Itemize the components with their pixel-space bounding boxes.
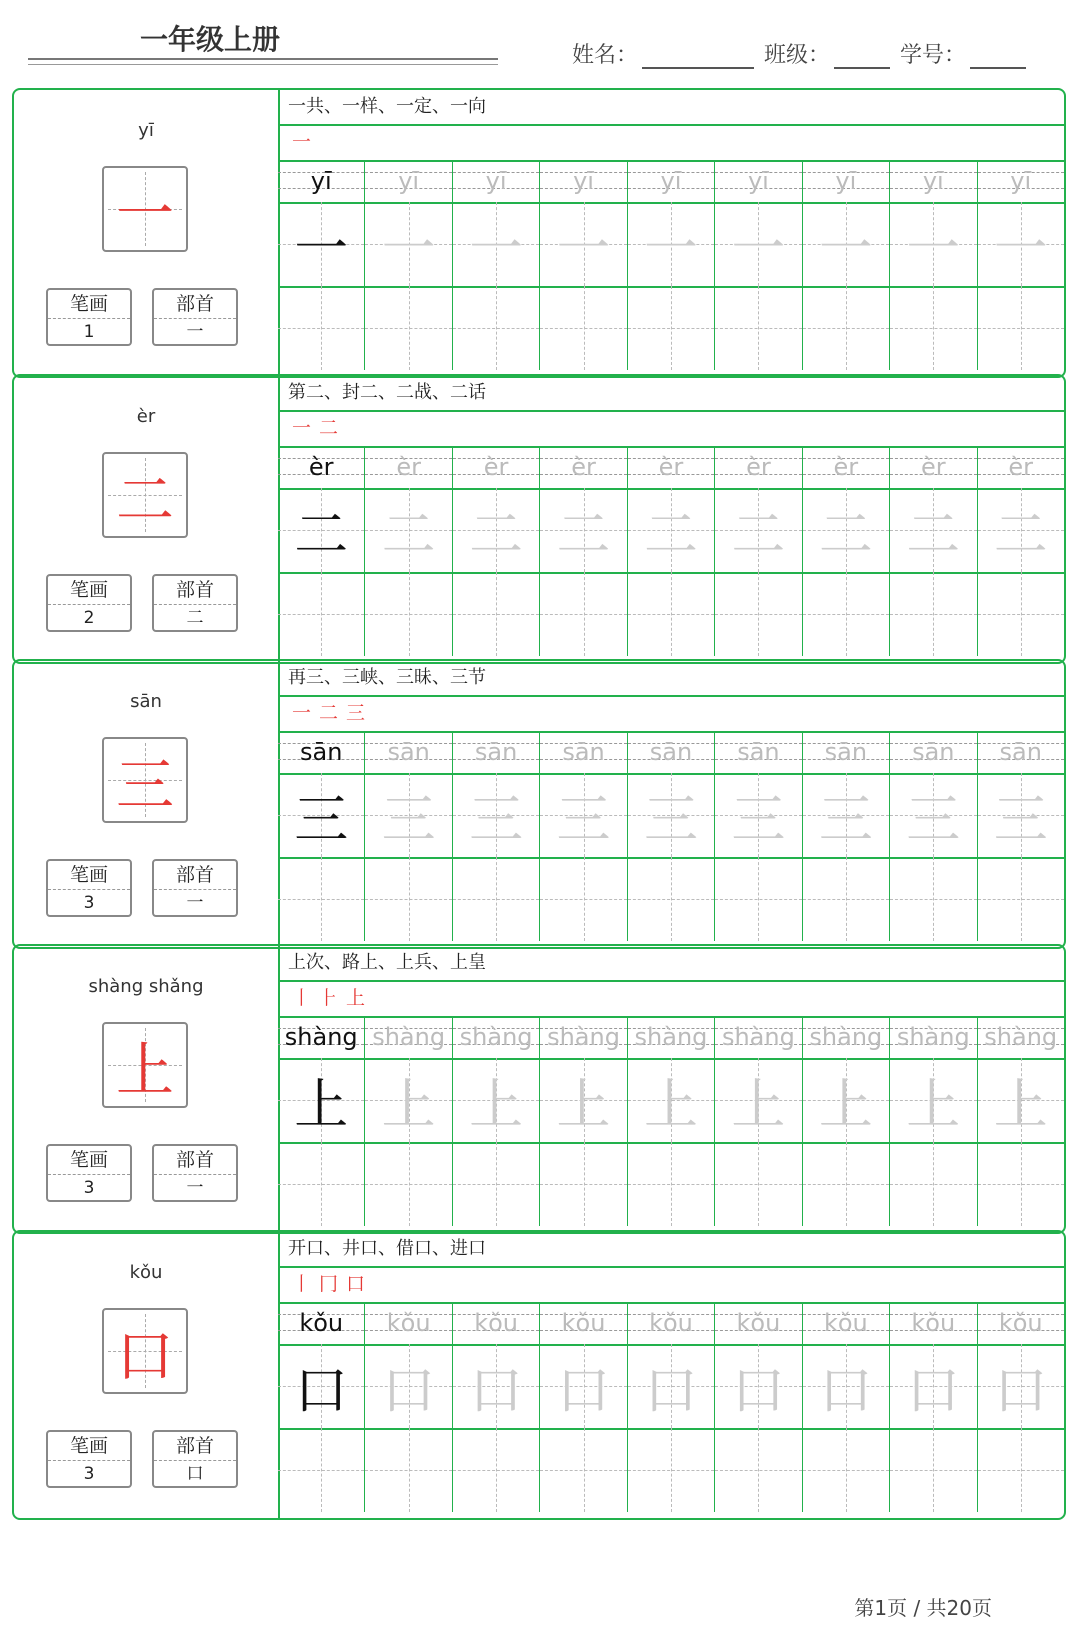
big-character: 二 bbox=[115, 466, 174, 534]
stroke-order-step: 一 bbox=[292, 702, 312, 724]
stroke-order bbox=[278, 410, 1064, 448]
blank-writing-cell[interactable] bbox=[628, 286, 715, 370]
blank-writing-cell[interactable] bbox=[278, 286, 365, 370]
blank-writing-cell[interactable] bbox=[278, 1428, 365, 1512]
tracing-row bbox=[278, 1058, 1064, 1144]
stroke-order-step: 二 bbox=[319, 702, 339, 724]
big-character: 上 bbox=[115, 1036, 174, 1104]
word-examples: 第二、封二、二战、二话 bbox=[278, 376, 1064, 412]
trace-character-cell[interactable]: 二 bbox=[803, 488, 890, 572]
trace-character-cell[interactable]: 口 bbox=[803, 1344, 890, 1428]
radical-label: 部首 bbox=[154, 576, 236, 605]
blank-writing-cell[interactable] bbox=[978, 857, 1064, 941]
blank-writing-cell[interactable] bbox=[803, 572, 890, 656]
pinyin-trace[interactable]: kǒu bbox=[540, 1302, 627, 1344]
pinyin-trace[interactable]: kǒu bbox=[365, 1302, 452, 1344]
trace-character-cell[interactable]: 一 bbox=[365, 202, 452, 286]
trace-character-cell[interactable]: 上 bbox=[803, 1058, 890, 1142]
trace-character-cell[interactable]: 口 bbox=[453, 1344, 540, 1428]
blank-writing-cell[interactable] bbox=[540, 1142, 627, 1226]
pinyin-trace[interactable]: shàng bbox=[715, 1016, 802, 1058]
pinyin-trace[interactable]: shàng bbox=[890, 1016, 977, 1058]
blank-writing-cell[interactable] bbox=[890, 572, 977, 656]
character-box bbox=[102, 737, 188, 823]
trace-character-cell[interactable]: 三 bbox=[715, 773, 802, 857]
blank-practice-row bbox=[278, 857, 1064, 941]
pinyin-label: èr bbox=[136, 406, 156, 427]
pinyin-trace[interactable]: yī bbox=[628, 160, 715, 202]
pinyin-trace[interactable]: èr bbox=[890, 446, 977, 488]
stroke-order-step: 一 bbox=[292, 417, 312, 439]
pinyin-trace[interactable]: shàng bbox=[803, 1016, 890, 1058]
pinyin-trace[interactable]: shàng bbox=[978, 1016, 1064, 1058]
pinyin-trace[interactable]: yī bbox=[803, 160, 890, 202]
trace-character-cell[interactable]: 口 bbox=[628, 1344, 715, 1428]
trace-character-cell[interactable]: 一 bbox=[715, 202, 802, 286]
radical-box bbox=[152, 288, 238, 346]
word-examples: 再三、三峡、三昧、三节 bbox=[278, 661, 1064, 697]
trace-character-cell[interactable]: 三 bbox=[628, 773, 715, 857]
blank-writing-cell[interactable] bbox=[715, 286, 802, 370]
blank-writing-cell[interactable] bbox=[365, 286, 452, 370]
blank-writing-cell[interactable] bbox=[890, 1142, 977, 1226]
stroke-order-step: ⺊ bbox=[319, 987, 339, 1009]
stroke-order-step: 上 bbox=[346, 987, 366, 1009]
model-character-cell: 一 bbox=[278, 202, 365, 286]
trace-character-cell[interactable]: 三 bbox=[365, 773, 452, 857]
stroke-count: 3 bbox=[83, 893, 95, 913]
model-character-cell: 三 bbox=[278, 773, 365, 857]
blank-writing-cell[interactable] bbox=[540, 572, 627, 656]
pinyin-trace[interactable]: èr bbox=[978, 446, 1064, 488]
character-info-panel bbox=[14, 376, 280, 662]
trace-character-cell[interactable]: 一 bbox=[978, 202, 1064, 286]
trace-character-cell[interactable]: 二 bbox=[978, 488, 1064, 572]
blank-writing-cell[interactable] bbox=[278, 1142, 365, 1226]
blank-writing-cell[interactable] bbox=[890, 286, 977, 370]
pinyin-trace[interactable]: sān bbox=[890, 731, 977, 773]
blank-writing-cell[interactable] bbox=[978, 286, 1064, 370]
strokes-label: 笔画 bbox=[48, 861, 130, 890]
blank-writing-cell[interactable] bbox=[453, 1428, 540, 1512]
practice-grid bbox=[278, 946, 1064, 1232]
name-label: 姓名： bbox=[572, 43, 639, 68]
blank-practice-row bbox=[278, 1428, 1064, 1512]
pinyin-trace[interactable]: sān bbox=[978, 731, 1064, 773]
trace-character-cell[interactable]: 二 bbox=[628, 488, 715, 572]
worksheet-title: 一年级上册 bbox=[140, 23, 281, 56]
character-info-panel bbox=[14, 946, 280, 1232]
strokes-label: 笔画 bbox=[48, 576, 130, 605]
blank-writing-cell[interactable] bbox=[453, 572, 540, 656]
blank-writing-cell[interactable] bbox=[803, 286, 890, 370]
pinyin-label: yī bbox=[138, 120, 154, 141]
model-character-cell: 二 bbox=[278, 488, 365, 572]
word-examples: 上次、路上、上兵、上皇 bbox=[278, 946, 1064, 982]
stroke-count-box bbox=[46, 1144, 132, 1202]
trace-character-cell[interactable]: 一 bbox=[890, 202, 977, 286]
pinyin-trace[interactable]: yī bbox=[453, 160, 540, 202]
character-card bbox=[12, 944, 1066, 1234]
trace-character-cell[interactable]: 二 bbox=[890, 488, 977, 572]
stroke-order-step: 丨 bbox=[292, 987, 312, 1009]
pinyin-trace[interactable]: yī bbox=[890, 160, 977, 202]
trace-character-cell[interactable]: 一 bbox=[628, 202, 715, 286]
blank-writing-cell[interactable] bbox=[803, 1142, 890, 1226]
class-label: 班级： bbox=[764, 43, 831, 68]
trace-character-cell[interactable]: 一 bbox=[803, 202, 890, 286]
pinyin-trace[interactable]: kǒu bbox=[715, 1302, 802, 1344]
character-box bbox=[102, 452, 188, 538]
trace-character-cell[interactable]: 口 bbox=[540, 1344, 627, 1428]
stroke-order-step: 二 bbox=[319, 417, 339, 439]
trace-character-cell[interactable]: 一 bbox=[453, 202, 540, 286]
blank-writing-cell[interactable] bbox=[890, 1428, 977, 1512]
trace-character-cell[interactable]: 上 bbox=[715, 1058, 802, 1142]
blank-writing-cell[interactable] bbox=[803, 857, 890, 941]
model-character-cell: 上 bbox=[278, 1058, 365, 1142]
pinyin-row bbox=[278, 1016, 1064, 1060]
title-underline-thin bbox=[28, 64, 498, 65]
practice-grid bbox=[278, 661, 1064, 947]
blank-writing-cell[interactable] bbox=[278, 572, 365, 656]
pinyin-trace[interactable]: shàng bbox=[453, 1016, 540, 1058]
pinyin-trace[interactable]: èr bbox=[365, 446, 452, 488]
big-character: 三 bbox=[115, 751, 174, 819]
stroke-count: 1 bbox=[83, 322, 95, 342]
blank-writing-cell[interactable] bbox=[278, 857, 365, 941]
blank-writing-cell[interactable] bbox=[715, 1142, 802, 1226]
blank-writing-cell[interactable] bbox=[365, 857, 452, 941]
tracing-row bbox=[278, 202, 1064, 288]
pinyin-trace[interactable]: shàng bbox=[540, 1016, 627, 1058]
pinyin-trace[interactable]: èr bbox=[453, 446, 540, 488]
radical-box bbox=[152, 859, 238, 917]
character-info-panel bbox=[14, 90, 280, 376]
pinyin-trace[interactable]: kǒu bbox=[453, 1302, 540, 1344]
pinyin-trace[interactable]: sān bbox=[540, 731, 627, 773]
radical-value: 二 bbox=[186, 608, 204, 628]
blank-writing-cell[interactable] bbox=[978, 1428, 1064, 1512]
radical-value: 一 bbox=[186, 1178, 204, 1198]
blank-writing-cell[interactable] bbox=[453, 286, 540, 370]
stroke-order bbox=[278, 1266, 1064, 1304]
stroke-order-step: 丨 bbox=[292, 1273, 312, 1295]
stroke-count-box bbox=[46, 1430, 132, 1488]
stroke-order-step: 三 bbox=[346, 702, 366, 724]
pinyin-trace[interactable]: shàng bbox=[365, 1016, 452, 1058]
trace-character-cell[interactable]: 三 bbox=[803, 773, 890, 857]
character-card bbox=[12, 1230, 1066, 1520]
practice-grid bbox=[278, 376, 1064, 662]
character-box bbox=[102, 1308, 188, 1394]
blank-practice-row bbox=[278, 572, 1064, 656]
radical-value: 口 bbox=[186, 1464, 204, 1484]
trace-character-cell[interactable]: 口 bbox=[978, 1344, 1064, 1428]
stroke-count-box bbox=[46, 574, 132, 632]
pinyin-label: sān bbox=[130, 691, 162, 712]
pinyin-trace[interactable]: èr bbox=[540, 446, 627, 488]
practice-grid bbox=[278, 90, 1064, 376]
blank-practice-row bbox=[278, 286, 1064, 370]
student-id-field[interactable] bbox=[900, 38, 1026, 69]
pinyin-model: èr bbox=[278, 446, 365, 488]
blank-writing-cell[interactable] bbox=[628, 572, 715, 656]
radical-box bbox=[152, 574, 238, 632]
blank-writing-cell[interactable] bbox=[890, 857, 977, 941]
stroke-count-box bbox=[46, 859, 132, 917]
pinyin-trace[interactable]: yī bbox=[540, 160, 627, 202]
trace-character-cell[interactable]: 上 bbox=[628, 1058, 715, 1142]
trace-character-cell[interactable]: 口 bbox=[365, 1344, 452, 1428]
blank-writing-cell[interactable] bbox=[978, 1142, 1064, 1226]
blank-writing-cell[interactable] bbox=[715, 1428, 802, 1512]
trace-character-cell[interactable]: 二 bbox=[715, 488, 802, 572]
blank-writing-cell[interactable] bbox=[540, 857, 627, 941]
class-blank[interactable] bbox=[834, 43, 890, 69]
stroke-count: 3 bbox=[83, 1178, 95, 1198]
blank-writing-cell[interactable] bbox=[628, 857, 715, 941]
blank-writing-cell[interactable] bbox=[715, 857, 802, 941]
tracing-row bbox=[278, 773, 1064, 859]
trace-character-cell[interactable]: 上 bbox=[540, 1058, 627, 1142]
blank-writing-cell[interactable] bbox=[978, 572, 1064, 656]
name-field[interactable] bbox=[572, 38, 754, 69]
pinyin-trace[interactable]: kǒu bbox=[803, 1302, 890, 1344]
stroke-order-step: 口 bbox=[346, 1273, 366, 1295]
trace-character-cell[interactable]: 口 bbox=[890, 1344, 977, 1428]
pinyin-trace[interactable]: èr bbox=[628, 446, 715, 488]
trace-character-cell[interactable]: 上 bbox=[890, 1058, 977, 1142]
stroke-order bbox=[278, 980, 1064, 1018]
pinyin-model: shàng bbox=[278, 1016, 365, 1058]
pinyin-trace[interactable]: sān bbox=[365, 731, 452, 773]
blank-writing-cell[interactable] bbox=[453, 1142, 540, 1226]
id-label: 学号： bbox=[900, 43, 967, 68]
character-card bbox=[12, 659, 1066, 949]
pinyin-trace[interactable]: kǒu bbox=[978, 1302, 1064, 1344]
trace-character-cell[interactable]: 三 bbox=[453, 773, 540, 857]
blank-writing-cell[interactable] bbox=[365, 1428, 452, 1512]
page-number: 第1页 / 共20页 bbox=[854, 1596, 992, 1620]
trace-character-cell[interactable]: 三 bbox=[540, 773, 627, 857]
model-character-cell: 口 bbox=[278, 1344, 365, 1428]
pinyin-trace[interactable]: sān bbox=[715, 731, 802, 773]
pinyin-row bbox=[278, 731, 1064, 775]
trace-character-cell[interactable]: 三 bbox=[890, 773, 977, 857]
pinyin-row bbox=[278, 1302, 1064, 1346]
pinyin-label: shàng shǎng bbox=[88, 976, 204, 997]
id-blank[interactable] bbox=[970, 43, 1026, 69]
tracing-row bbox=[278, 488, 1064, 574]
radical-label: 部首 bbox=[154, 1432, 236, 1461]
big-character: 一 bbox=[115, 180, 174, 248]
radical-value: 一 bbox=[186, 322, 204, 342]
blank-practice-row bbox=[278, 1142, 1064, 1226]
pinyin-trace[interactable]: sān bbox=[453, 731, 540, 773]
trace-character-cell[interactable]: 二 bbox=[365, 488, 452, 572]
radical-label: 部首 bbox=[154, 290, 236, 319]
trace-character-cell[interactable]: 上 bbox=[978, 1058, 1064, 1142]
blank-writing-cell[interactable] bbox=[453, 857, 540, 941]
pinyin-trace[interactable]: èr bbox=[803, 446, 890, 488]
word-examples: 一共、一样、一定、一向 bbox=[278, 90, 1064, 126]
blank-writing-cell[interactable] bbox=[365, 572, 452, 656]
trace-character-cell[interactable]: 口 bbox=[715, 1344, 802, 1428]
pinyin-trace[interactable]: sān bbox=[803, 731, 890, 773]
pinyin-trace[interactable]: yī bbox=[978, 160, 1064, 202]
big-character: 口 bbox=[115, 1322, 174, 1390]
pinyin-trace[interactable]: yī bbox=[365, 160, 452, 202]
pinyin-row bbox=[278, 160, 1064, 204]
stroke-order-step: 冂 bbox=[319, 1273, 339, 1295]
strokes-label: 笔画 bbox=[48, 1146, 130, 1175]
stroke-count: 2 bbox=[83, 608, 95, 628]
stroke-count-box bbox=[46, 288, 132, 346]
title-underline bbox=[28, 58, 498, 60]
stroke-order-step: 一 bbox=[292, 131, 312, 153]
radical-box bbox=[152, 1430, 238, 1488]
worksheet-header bbox=[0, 0, 1080, 80]
stroke-order bbox=[278, 695, 1064, 733]
stroke-order bbox=[278, 124, 1064, 162]
character-info-panel bbox=[14, 661, 280, 947]
blank-writing-cell[interactable] bbox=[365, 1142, 452, 1226]
trace-character-cell[interactable]: 三 bbox=[978, 773, 1064, 857]
trace-character-cell[interactable]: 一 bbox=[540, 202, 627, 286]
word-examples: 开口、井口、借口、进口 bbox=[278, 1232, 1064, 1268]
stroke-count: 3 bbox=[83, 1464, 95, 1484]
name-blank[interactable] bbox=[642, 43, 754, 69]
pinyin-model: kǒu bbox=[278, 1302, 365, 1344]
character-card bbox=[12, 374, 1066, 664]
pinyin-trace[interactable]: kǒu bbox=[628, 1302, 715, 1344]
blank-writing-cell[interactable] bbox=[540, 1428, 627, 1512]
blank-writing-cell[interactable] bbox=[628, 1428, 715, 1512]
radical-label: 部首 bbox=[154, 861, 236, 890]
pinyin-model: sān bbox=[278, 731, 365, 773]
trace-character-cell[interactable]: 二 bbox=[540, 488, 627, 572]
blank-writing-cell[interactable] bbox=[803, 1428, 890, 1512]
pinyin-trace[interactable]: sān bbox=[628, 731, 715, 773]
radical-value: 一 bbox=[186, 893, 204, 913]
character-box bbox=[102, 1022, 188, 1108]
blank-writing-cell[interactable] bbox=[715, 572, 802, 656]
practice-grid bbox=[278, 1232, 1064, 1518]
class-field[interactable] bbox=[764, 38, 890, 69]
blank-writing-cell[interactable] bbox=[628, 1142, 715, 1226]
pinyin-model: yī bbox=[278, 160, 365, 202]
radical-label: 部首 bbox=[154, 1146, 236, 1175]
character-card bbox=[12, 88, 1066, 378]
tracing-row bbox=[278, 1344, 1064, 1430]
pinyin-row bbox=[278, 446, 1064, 490]
pinyin-trace[interactable]: èr bbox=[715, 446, 802, 488]
radical-box bbox=[152, 1144, 238, 1202]
pinyin-label: kǒu bbox=[129, 1262, 163, 1283]
strokes-label: 笔画 bbox=[48, 1432, 130, 1461]
pinyin-trace[interactable]: yī bbox=[715, 160, 802, 202]
trace-character-cell[interactable]: 上 bbox=[453, 1058, 540, 1142]
character-box bbox=[102, 166, 188, 252]
blank-writing-cell[interactable] bbox=[540, 286, 627, 370]
pinyin-trace[interactable]: kǒu bbox=[890, 1302, 977, 1344]
character-info-panel bbox=[14, 1232, 280, 1518]
strokes-label: 笔画 bbox=[48, 290, 130, 319]
trace-character-cell[interactable]: 上 bbox=[365, 1058, 452, 1142]
pinyin-trace[interactable]: shàng bbox=[628, 1016, 715, 1058]
trace-character-cell[interactable]: 二 bbox=[453, 488, 540, 572]
